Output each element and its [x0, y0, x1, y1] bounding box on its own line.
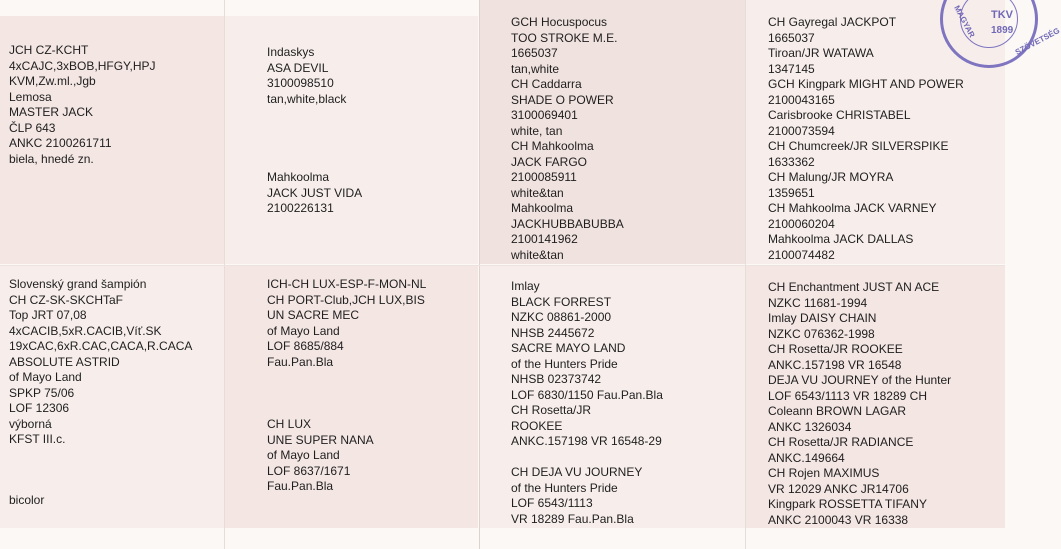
text-line: Imlay	[511, 279, 540, 293]
text-line: CH Rosetta/JR	[511, 403, 592, 417]
text-line: CH Malung/JR MOYRA	[768, 170, 894, 184]
stamp-text: TKV	[991, 9, 1013, 21]
text-line: CH Rosetta/JR RADIANCE	[768, 435, 914, 449]
text-line: UNE SUPER NANA	[267, 432, 374, 447]
granddam-entry	[267, 417, 374, 495]
text-line: of Mayo Land	[267, 448, 340, 462]
text-line: Lemosa	[9, 89, 52, 104]
text-line: biela, hnedé zn.	[9, 151, 94, 166]
text-line: SHADE O POWER	[511, 92, 614, 107]
text-line: BLACK FORREST	[511, 294, 612, 309]
dam-entry	[9, 277, 192, 448]
text-line: DEJA VU JOURNEY of the Hunter	[768, 373, 952, 387]
text-line: LOF 6830/1150 Fau.Pan.Bla	[511, 387, 663, 402]
text-line: GCH Kingpark MIGHT AND POWER	[768, 77, 964, 91]
text-line: CH LUX	[267, 417, 312, 431]
ancestor-list	[768, 15, 964, 263]
text-line: Kingpark ROSSETTA TIFANY	[768, 497, 927, 511]
text-line: CH Chumcreek/JR SILVERSPIKE	[768, 139, 949, 153]
text-line: GCH Hocuspocus	[511, 15, 608, 29]
text-line: LOF 6543/1113 VR 18289 CH	[768, 388, 927, 403]
text-line: of Mayo Land	[9, 370, 82, 384]
text-line: bicolor	[9, 493, 45, 507]
column-divider	[224, 0, 225, 549]
text-line: KVM,Zw.ml.,Jgb	[9, 74, 96, 88]
text-line: ANKC 2100261711	[9, 136, 112, 150]
text-line: NZKC 076362-1998	[768, 326, 875, 341]
text-line: KFST III.c.	[9, 432, 66, 446]
center-fold	[479, 0, 480, 549]
text-line: UN SACRE MEC	[267, 308, 360, 322]
stamp-text: MAGYAR	[952, 4, 977, 39]
text-line: ANKC 2100043 VR 16338	[768, 512, 909, 527]
text-line: 1359651	[768, 185, 815, 200]
granddam-entry	[267, 170, 362, 217]
text-line: CH Enchantment JUST AN ACE	[768, 280, 940, 294]
text-line: Mahkoolma	[267, 170, 330, 184]
text-line: white, tan	[511, 123, 563, 138]
text-line: white&tan	[511, 247, 564, 262]
text-line: VR 18289 Fau.Pan.Bla	[511, 511, 634, 526]
text-line: Fau.Pan.Bla	[267, 479, 334, 493]
text-line: ICH-CH LUX-ESP-F-MON-NL	[267, 277, 427, 291]
text-line: 4xCAJC,3xBOB,HFGY,HPJ	[9, 58, 156, 73]
grandsire-entry	[267, 45, 346, 107]
text-line: NZKC 11681-1994	[768, 295, 868, 310]
text-line: NHSB 02373742	[511, 372, 602, 386]
column-divider	[745, 0, 746, 549]
text-line: tan,white	[511, 61, 560, 76]
text-line: výborná	[9, 416, 52, 431]
text-line: Coleann BROWN LAGAR	[768, 404, 907, 418]
text-line: Top JRT 07,08	[9, 308, 87, 322]
text-line: LOF 8685/884	[267, 339, 344, 353]
text-line: ANKC.157198 VR 16548-29	[511, 434, 662, 448]
text-line: of the Hunters Pride	[511, 480, 618, 495]
text-line: ČLP 643	[9, 120, 56, 135]
text-line: NHSB 2445672	[511, 325, 595, 340]
text-line: 2100043165	[768, 92, 835, 107]
text-line: LOF 8637/1671	[267, 463, 351, 478]
text-line: of the Hunters Pride	[511, 356, 618, 371]
ancestor-group	[511, 279, 663, 450]
text-line: JACKHUBBABUBBA	[511, 216, 624, 231]
text-line: LOF 6543/1113	[511, 496, 593, 510]
text-line: 2100060204	[768, 216, 835, 231]
ancestor-group	[511, 465, 642, 527]
text-line: Fau.Pan.Bla	[267, 354, 334, 369]
text-line: LOF 12306	[9, 401, 70, 415]
text-line: Mahkoolma JACK DALLAS	[768, 232, 914, 246]
text-line: CH Gayregal JACKPOT	[768, 15, 897, 29]
row-divider	[0, 265, 1005, 266]
text-line: CH Rosetta/JR ROOKEE	[768, 342, 903, 356]
text-line: CH CZ-SK-SKCHTaF	[9, 292, 124, 307]
text-line: 4xCACIB,5xR.CACIB,Víť.SK	[9, 323, 162, 338]
text-line: JACK FARGO	[511, 154, 588, 169]
text-line: JCH CZ-KCHT	[9, 43, 89, 57]
text-line: 2100074482	[768, 247, 835, 262]
stamp-text: SZÖVETSÉG	[1013, 26, 1061, 57]
text-line: SPKP 75/06	[9, 385, 75, 400]
stamp-year: 1899	[991, 25, 1014, 36]
text-line: TOO STROKE M.E.	[511, 30, 618, 45]
text-line: 3100069401	[511, 108, 578, 122]
text-line: 1633362	[768, 154, 815, 169]
text-line: Slovenský grand šampión	[9, 277, 147, 291]
text-line: 2100073594	[768, 123, 835, 138]
text-line: ANKC 1326034	[768, 419, 852, 434]
text-line: MASTER JACK	[9, 105, 94, 119]
text-line: JACK JUST VIDA	[267, 185, 363, 200]
text-line: ASA DEVIL	[267, 60, 329, 75]
sire-entry	[9, 43, 155, 167]
color-note	[9, 493, 44, 509]
text-line: 1665037	[768, 30, 815, 45]
text-line: Tiroan/JR WATAWA	[768, 46, 874, 60]
text-line: CH DEJA VU JOURNEY	[511, 465, 643, 479]
text-line: CH Mahkoolma JACK VARNEY	[768, 201, 937, 215]
text-line: CH Caddarra	[511, 77, 582, 91]
text-line: of Mayo Land	[267, 323, 340, 338]
text-line: ANKC.149664	[768, 450, 845, 465]
grandsire-entry	[267, 277, 426, 370]
text-line: 19xCAC,6xR.CAC,CACA,R.CACA	[9, 339, 193, 353]
text-line: white&tan	[511, 185, 564, 200]
text-line: Mahkoolma	[511, 201, 574, 215]
text-line: CH Rojen MAXIMUS	[768, 466, 880, 480]
text-line: CH Mahkoolma	[511, 139, 594, 153]
text-line: 3100098510	[267, 76, 334, 90]
text-line: ANKC.157198 VR 16548	[768, 357, 902, 372]
text-line: 1665037	[511, 46, 558, 60]
text-line: Imlay DAISY CHAIN	[768, 311, 877, 325]
text-line: 2100085911	[511, 170, 577, 184]
text-line: ROOKEE	[511, 418, 563, 433]
text-line: 2100226131	[267, 201, 334, 215]
shade-col2-top	[224, 16, 478, 264]
text-line: CH PORT-Club,JCH LUX,BIS	[267, 292, 425, 307]
text-line: NZKC 08861-2000	[511, 310, 612, 324]
text-line: ABSOLUTE ASTRID	[9, 354, 120, 369]
ancestor-list	[768, 280, 951, 528]
text-line: tan,white,black	[267, 91, 347, 106]
text-line: VR 12029 ANKC JR14706	[768, 481, 909, 496]
text-line: SACRE MAYO LAND	[511, 341, 626, 355]
ancestor-group	[511, 15, 624, 263]
text-line: Indaskys	[267, 45, 315, 59]
text-line: Carisbrooke CHRISTABEL	[768, 108, 911, 122]
text-line: 1347145	[768, 61, 815, 76]
text-line: 2100141962	[511, 232, 578, 246]
